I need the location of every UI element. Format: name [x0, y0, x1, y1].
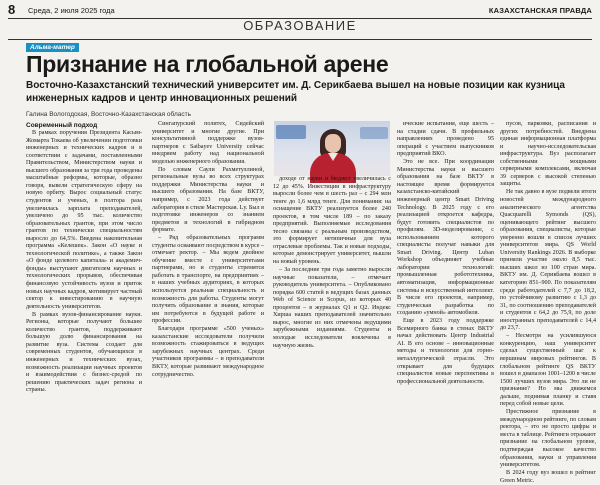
article-byline: Галина Вологодская, Восточно-Казахстанская область	[26, 111, 192, 118]
paragraph: Это не все. При координации Министерства науки и высшего образования на базе ВКТУ в настоящее время формируется казахстанско-китайский инженерный центр Smart Driving Technology. В 2025 году с его реализацией откроется кафедра, будут готовить специалистов по профилям. 3D-моделирование, с использованием которого специалисты получат навыки для Smart Driving. Центр Luban Workshop объединяет учебные лаборатории технологий: промышленная робототехника, автоматизация, информационные системы и искусственный интеллект. В числе его проектов, например, студенческая разработка по созданию «умной» автомобиля.	[397, 159, 494, 317]
article-headline: Признание на глобальной арене	[26, 51, 389, 77]
article-subheadline: Восточно-Казахстанский технический университет им. Д. Серикбаева вышел на новые позиции как кузница инженерных кадров и центр инновационных решений	[26, 80, 565, 104]
paragraph: В рамках поручения Президента Касым-Жомарта Токаева об увеличении подготовки инженерных и технических кадров и в соответствии с задачами, поставленными Правительством, Министерством науки и высшего образования за три года проведены масштабные реформы, которые, образно говоря, вывели стратегическую сферу на новую орбиту. Вырос социальный статус студентов и ученых, в полтора раза увеличилась зарплата преподавателей, увеличено до 95 тыс. количество образовательных грантов, при этом число грантов по технически специальностям выросло до 64,5%. Введена накопительная программа «Келешек». Закон «О науке и технологической политике», а также Закон «О фонде целевого капитала» и академич-фонды» выступают двигателем научных и технологических прорывов, обеспечивая финансовую устойчивость вузов и приток новых научных кадров, мотивирует частный сектор к инвестированию в научную деятельность университетов.	[26, 130, 142, 310]
paragraph: Престижное признание в международном рейтинге, по словам ректора, – это не просто цифры и места в таблице. Рейтинги отражают признание на глобальном уровне, подтверждая высокое качество образования, науки и управления университетом.	[500, 409, 596, 469]
section-title: ОБРАЗОВАНИЕ	[243, 18, 357, 33]
paragraph: В рамках вузов-финансирование науки. Регионы, которые получают большее количество грантов, поддерживают большую долю финансирования на развитие вуза. Система создает для современных студентов, обучающихся в инженерных и технических вузах, возможность реализации научных проектов и взаимодействия с бизнес-средой по решению практических задач региона и страны.	[26, 311, 142, 394]
face-shape	[325, 134, 341, 153]
paragraph: Не так давно в вузе подвели итоги новостей международного аналитического агентства Quacquarelli Symonds (QS), оценивающего рейтинг высшего образования, специалисты, которые уверенно вошли в список лучших университетов мира. QS World University Rankings 2026. В выборке приняли участие около 8,5 тыс. высших школ из 100 стран мира. ВКТУ им. Д. Серикбаева вошел в категорию 851–900. По показателям среди работодателей с 7,7 до 18,2, по устойчивому развитию с 1,3 до 31, по соотношению преподавателей и студентов с 64,2 до 75,9, по доле иностранных преподавателей с 14,4 до 23,7.	[500, 189, 596, 332]
article-column-5	[500, 121, 596, 484]
paragraph: – Ряд образовательных программ студенты осваивают посредством в курсе – отмечает ректор. – Мы ведем двойное обучение вместе с университетами партнерами, но и студенты стремятся работать в транспорте, на предприятиях – в наших учебных аудиториях, в которых используется реальная специальность и возможность для работы. Студенты могут получить образование и знания, которые им потребуются в будущей работе и профессии.	[152, 235, 264, 325]
paragraph: Еще в 2023 году поддержке Всемирного банка в стенах ВКТУ начал действовать Центр Industrial AI. В его основе – инновационные методы и технологии для горно-металлургической отрасли. Это открывает для будущих специалистов новые перспективы в профессиональной деятельности.	[397, 318, 494, 385]
portrait-photo-icon	[274, 121, 390, 176]
paragraph: доходе от науки и бюджет увеличилась с 12 до 45%. Инвестиции в инфраструктуру выросли более чем в шесть раз – с 294 млн тенге до 1,6 млрд тенге. Для понимания: на оснащение ВКТУ реализуется более 240 проектов, в том числе 189 – по заказу предприятий. Выполняемые исследования тесно связаны с реальным производством, это формирует нетипичные для вуза отраслевые проблемы. Так и новые подходы, которые демонстрирует университет, вышли на новый уровень.	[273, 176, 391, 266]
paragraph: Сингапурский политех, Сидейский университет и многие другие. При консультативной поддержке вузов-партнеров с Satbayev University сейчас внедряем работу над национальной моделью инженерного образования.	[152, 121, 264, 165]
paragraph: пусов, парковки, расписания и других потребностей. Внедрена единая информационная платформа и научно-исследовательская инфраструктура. Вуз располагает собственными мощными серверными комплексами, включая 39 серверов с высокой степенью защиты.	[500, 121, 596, 188]
newspaper-name: КАЗАХСТАНСКАЯ ПРАВДА	[488, 6, 592, 15]
section-rule	[8, 39, 592, 40]
paragraph: – За последние три года заметно выросли научные показатели, – отмечает руководитель университета. – Опубликовано порядка 600 статей в ведущих базах данных Web of Science и Scopus, из которых 40 процентов – в журналах Q1 и Q2. Индекс Хирша наших преподавателей значительно вырос, многие из них отмечены ведущими зарубежными изданиями. Студенты и молодые исследователи вовлечены в научную жизнь.	[273, 267, 391, 349]
paragraph: ические испытания, еще шесть – на стадии сдачи. В профильных направлениях проведено 95 операций с участием выпускников предприятий ВКО.	[397, 121, 494, 158]
article-column-3	[273, 176, 391, 418]
column-subtitle: Современный подход	[26, 122, 98, 129]
article-column-4	[397, 121, 494, 418]
paragraph: – Несмотря на усилившуюся конкуренцию, наш университет сделал существенный шаг к вершинам мировых рейтингов. В глобальном рейтинге QS ВКТУ вошел в диапазон 1001–1200 в числе 1500 лучших вузов мира. Это ли не признание? Но мы движемся дальше, поднимая планку и ставя перед собой новые цели.	[500, 333, 596, 408]
backdrop-logo-icon	[276, 125, 306, 139]
page-header	[8, 3, 592, 18]
article-column-1	[26, 121, 142, 418]
paragraph: В 2024 году вуз вошел в рейтинг Green Metric.	[500, 470, 596, 484]
issue-date: Среда, 2 июля 2025 года	[28, 6, 115, 15]
page-number: 8	[8, 2, 16, 17]
backdrop-logo-icon	[360, 127, 388, 139]
paragraph: Благодаря программе «500 ученых» казахстанские исследователи получили возможность стажироваться в ведущих зарубежных научных центрах. Среди участников программы – и преподаватели ВКТУ, которые развивают международное сотрудничество.	[152, 326, 264, 378]
rubric-badge: Альма-матер	[26, 43, 79, 52]
article-column-2	[152, 121, 264, 418]
paragraph: По словам Саули Рахметуллиной, региональные вузы во всех структурах поддержки Министерства науки и высшего образования. На базе ВКТУ, например, с 2023 года действует лаборатория в стиле Мастерская. Lу. Был в подготовке инженеров со знанием предметов и технологий в гибридном формате.	[152, 166, 264, 234]
